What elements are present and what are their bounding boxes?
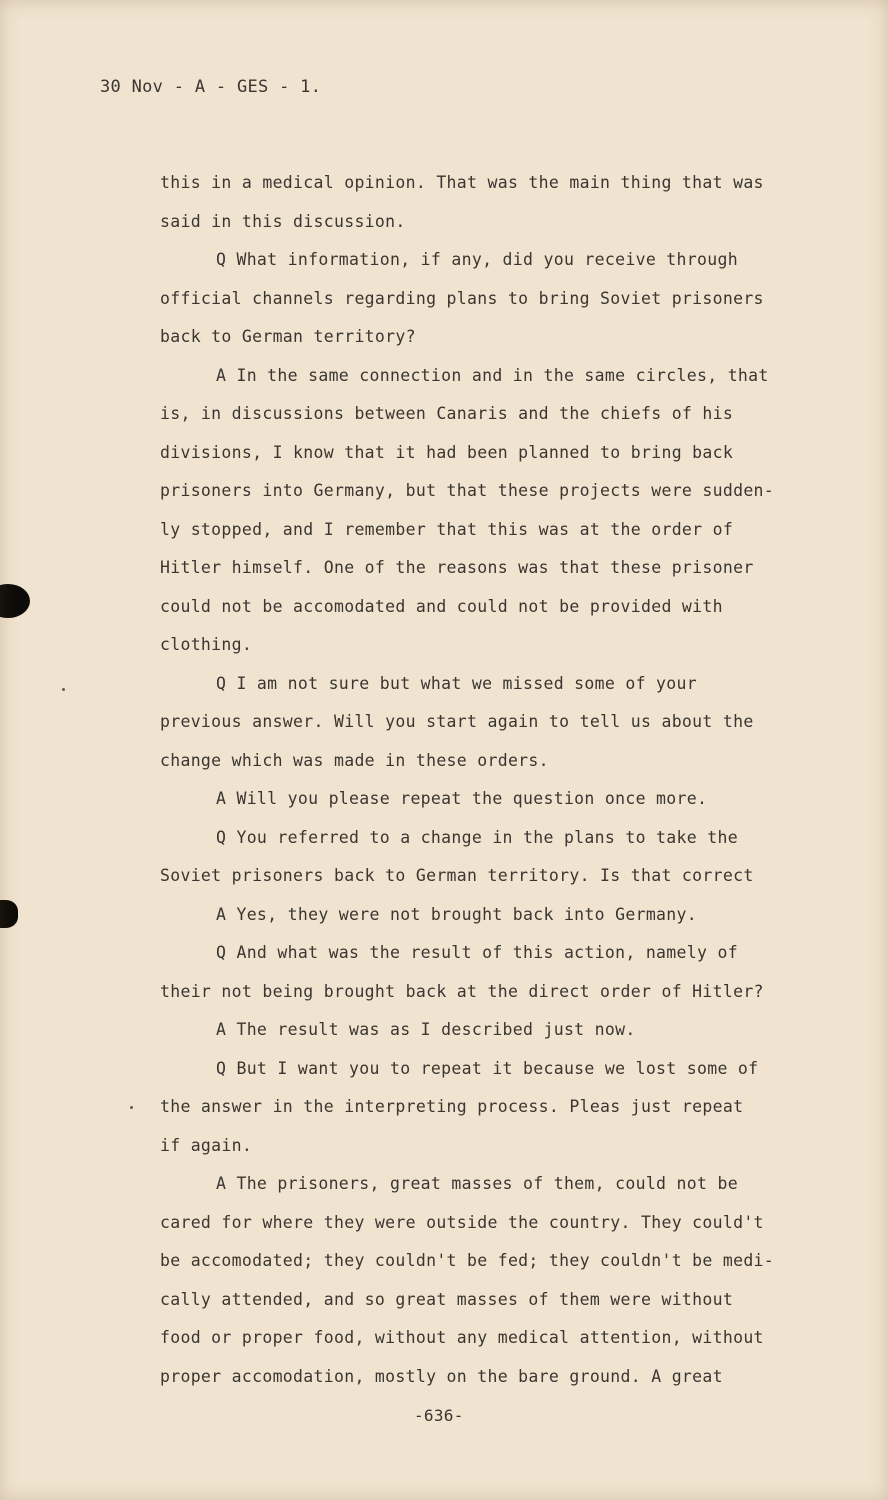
text-line: their not being brought back at the direct order of Hitler?	[160, 982, 764, 1001]
text-line: cared for where they were outside the country. They could't	[160, 1213, 764, 1232]
page-number: -636-	[414, 1406, 464, 1425]
text-line: official channels regarding plans to bring Soviet prisoners	[160, 289, 764, 308]
text-line: change which was made in these orders.	[160, 751, 549, 770]
text-line: prisoners into Germany, but that these projects were sudden-	[160, 481, 775, 500]
text-line: A The result was as I described just now.	[216, 1020, 636, 1039]
page-header: 30 Nov - A - GES - 1.	[100, 77, 322, 97]
text-line: be accomodated; they couldn't be fed; they couldn't be medi-	[160, 1251, 775, 1270]
text-line: this in a medical opinion. That was the main thing that was	[160, 173, 764, 192]
text-line: Soviet prisoners back to German territory. Is that correct	[160, 866, 754, 885]
text-line: back to German territory?	[160, 327, 416, 346]
text-line: divisions, I know that it had been planned to bring back	[160, 443, 734, 462]
text-line: could not be accomodated and could not be provided with	[160, 597, 723, 616]
text-line: Hitler himself. One of the reasons was that these prisoner	[160, 558, 754, 577]
text-line: is, in discussions between Canaris and the chiefs of his	[160, 404, 734, 423]
text-line: Q You referred to a change in the plans to take the	[216, 828, 738, 847]
text-line: cally attended, and so great masses of them were without	[160, 1290, 734, 1309]
text-line: the answer in the interpreting process. Pleas just repeat	[160, 1097, 744, 1116]
text-line: ly stopped, and I remember that this was at the order of	[160, 520, 734, 539]
text-line: if again.	[160, 1136, 253, 1155]
text-line: Q I am not sure but what we missed some of your	[216, 674, 697, 693]
text-line: proper accomodation, mostly on the bare ground. A great	[160, 1367, 723, 1386]
text-line: A The prisoners, great masses of them, could not be	[216, 1174, 738, 1193]
text-line: previous answer. Will you start again to tell us about the	[160, 712, 754, 731]
text-line: Q But I want you to repeat it because we lost some of	[216, 1059, 759, 1078]
text-line: Q What information, if any, did you receive through	[216, 250, 738, 269]
text-line: A Will you please repeat the question once more.	[216, 789, 708, 808]
text-line: clothing.	[160, 635, 253, 654]
text-line: A In the same connection and in the same circles, that	[216, 366, 769, 385]
text-line: A Yes, they were not brought back into Germany.	[216, 905, 697, 924]
paper-speck	[130, 1106, 133, 1109]
punch-hole	[0, 584, 30, 618]
punch-hole	[0, 900, 18, 928]
text-line: said in this discussion.	[160, 212, 406, 231]
paper-speck	[62, 688, 65, 691]
text-line: food or proper food, without any medical attention, without	[160, 1328, 764, 1347]
text-line: Q And what was the result of this action, namely of	[216, 943, 738, 962]
